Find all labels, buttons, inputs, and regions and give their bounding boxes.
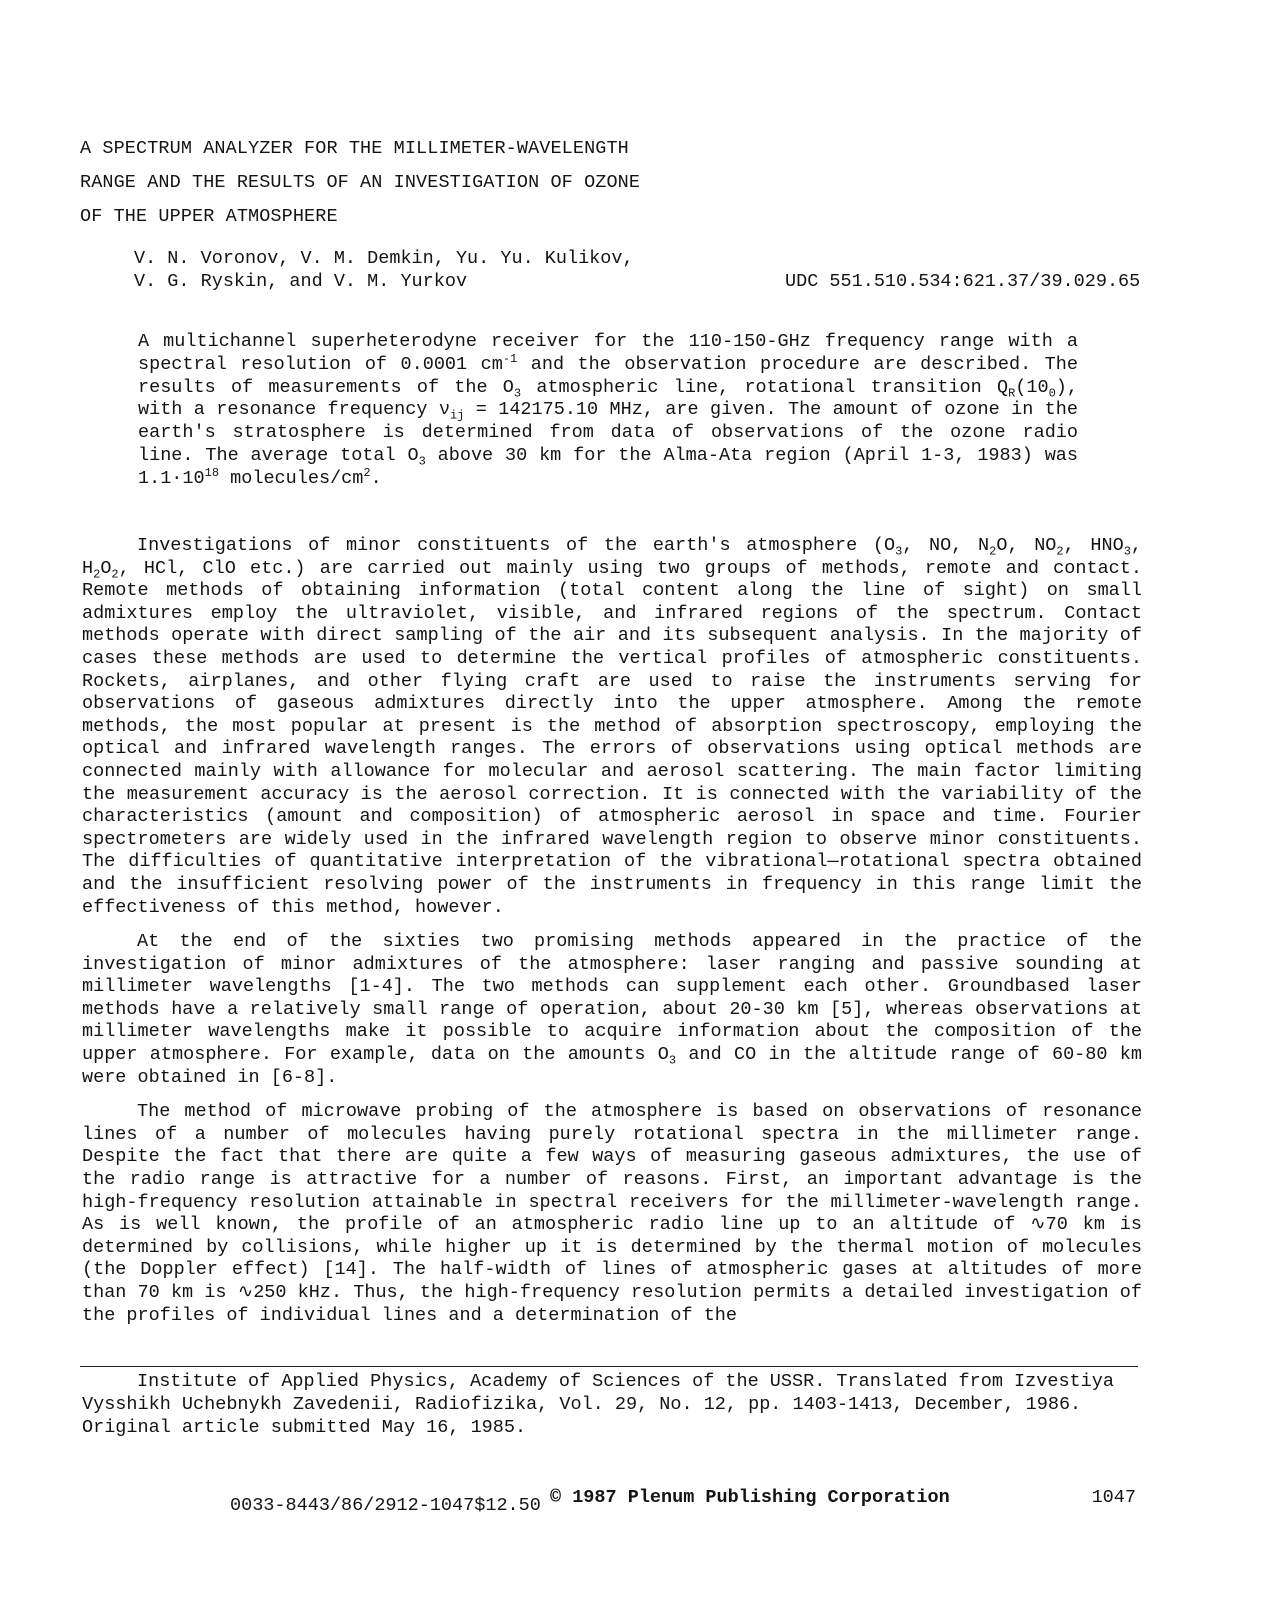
- subscript: 3: [895, 544, 903, 559]
- abstract-text: ), with a resonance frequency ν: [138, 376, 1078, 421]
- footnote: [82, 1371, 1122, 1439]
- paragraph: The method of microwave probing of the atmosphere is based on observations of resonance lines of a number of molecules having purely rotational spectra in the millimeter range. Despite the fact that there are quite a few ways of measuring gaseous admixtures, the use of the radio range is attractive for a number of reasons. First, an important advantage is the high-frequency resolution attainable in spectral receivers for the millimeter-wavelength range. As is well known, the profile of an atmospheric radio line up to an altitude of ∿70 km is determined by collisions, while higher up it is determined by the thermal motion of molecules (the Doppler effect) [14]. The half-width of lines of atmospheric gases at altitudes of more than 70 km is ∿250 kHz. Thus, the high-frequency resolution permits a detailed investigation of the profiles of individual lines and a determination of the: [82, 1101, 1142, 1326]
- text-run: and CO in the altitude range of 60-80 km were obtained in [6-8].: [82, 1044, 1142, 1088]
- abstract-text: above 30 km for the Alma-Ata region (April 1-3, 1983) was 1.1·10: [138, 444, 1079, 489]
- subscript: 2: [989, 544, 997, 559]
- superscript: 2: [363, 465, 371, 480]
- text-run: , H: [82, 535, 1143, 579]
- superscript: -1: [502, 351, 518, 366]
- subscript: R: [1008, 386, 1016, 401]
- subscript: 2: [111, 567, 119, 582]
- subscript: 0: [1048, 386, 1056, 401]
- subscript: 3: [513, 386, 522, 401]
- text-run: , NO, N: [902, 535, 990, 556]
- author-line: V. G. Ryskin, and V. M. Yurkov: [134, 271, 468, 292]
- article-code: 0033-8443/86/2912-1047$12.50: [230, 1495, 541, 1516]
- superscript: 18: [204, 465, 220, 480]
- abstract-text: .: [370, 467, 382, 489]
- author-line: V. N. Voronov, V. M. Demkin, Yu. Yu. Kulikov,: [134, 248, 634, 269]
- author-list: [134, 247, 634, 293]
- abstract-text: = 142175.10 MHz, are given. The amount of ozone in the earth's stratosphere is determined from data of observations of the ozone radio line. The average total O: [138, 399, 1078, 466]
- subscript: ij: [449, 409, 465, 424]
- abstract-text: A multichannel superheterodyne receiver for the 110-150-GHz frequency range with a spectral resolution of 0.0001 cm: [138, 331, 1078, 375]
- text-run: , HNO: [1063, 535, 1124, 556]
- subscript: 3: [418, 454, 426, 469]
- abstract-text: molecules/cm: [219, 467, 364, 489]
- article-title: [80, 132, 640, 234]
- paragraph: [82, 931, 1142, 1089]
- footnote-text: Institute of Applied Physics, Academy of Sciences of the USSR. Translated from Izvestiya Vysshikh Uchebnykh Zavedenii, Radiofizika, Vol. 29, No. 12, pp. 1403-1413, December, 1986. Original article submitted May 16, 1985.: [82, 1371, 1114, 1438]
- text-run: Investigations of minor constituents of the earth's atmosphere (O: [137, 535, 896, 556]
- text-run: At the end of the sixties two promising methods appeared in the practice of the investigation of minor admixtures of the atmosphere: laser ranging and passive sounding at millimeter wavelengths [1-4]. The two methods can supplement each other. Groundbased laser methods have a relatively small range of operation, about 20-30 km [5], whereas observations at millimeter wavelengths make it possible to acquire information about the composition of the upper atmosphere. For example, data on the amounts O: [82, 931, 1142, 1066]
- subscript: 3: [668, 1053, 677, 1068]
- subscript: 3: [1123, 544, 1131, 559]
- text-run: O, NO: [996, 535, 1057, 556]
- title-line: RANGE AND THE RESULTS OF AN INVESTIGATION OF OZONE: [80, 172, 641, 193]
- title-line: OF THE UPPER ATMOSPHERE: [80, 206, 338, 227]
- body-text: [82, 535, 1142, 1339]
- udc-code: UDC 551.510.534:621.37/39.029.65: [785, 271, 1141, 292]
- footnote-divider: [80, 1366, 1138, 1367]
- abstract-text: atmospheric line, rotational transition Q: [521, 376, 1009, 398]
- paragraph: [82, 535, 1142, 919]
- abstract: [138, 331, 1078, 491]
- copyright-notice: © 1987 Plenum Publishing Corporation: [550, 1487, 950, 1508]
- text-run: , HCl, ClO etc.) are carried out mainly using two groups of methods, remote and contact. Remote methods of obtaining information (total content along the line of sight) on small admixtures employ the ultraviolet, visible, and infrared regions of the spectrum. Contact methods operate with direct sampling of the air and its subsequent analysis. In the majority of cases these methods are used to determine the vertical profiles of atmospheric constituents. Rockets, airplanes, and other flying craft are used to raise the instruments serving for observations of gaseous admixtures directly into the upper atmosphere. Among the remote methods, the most popular at present is the method of absorption spectroscopy, employing the optical and infrared wavelength ranges. The errors of observations using optical methods are connected mainly with allowance for molecular and aerosol scattering. The main factor limiting the measurement accuracy is the aerosol correction. It is connected with the variability of the characteristics (amount and composition) of atmospheric aerosol in space and time. Fourier spectrometers are widely used in the infrared wavelength region to observe minor constituents. The difficulties of quantitative interpretation of the vibrational—rotational spectra obtained and the insufficient resolving power of the instruments in frequency in this range limit the effectiveness of this method, however.: [82, 557, 1142, 918]
- subscript: 2: [1056, 544, 1064, 559]
- page-number: 1047: [1091, 1487, 1136, 1508]
- subscript: 2: [93, 567, 101, 582]
- title-line: A SPECTRUM ANALYZER FOR THE MILLIMETER-WAVELENGTH: [80, 138, 629, 159]
- abstract-text: (10: [1015, 376, 1049, 398]
- text-run: O: [100, 557, 112, 579]
- abstract-text: and the observation procedure are described. The results of measurements of the O: [138, 353, 1078, 398]
